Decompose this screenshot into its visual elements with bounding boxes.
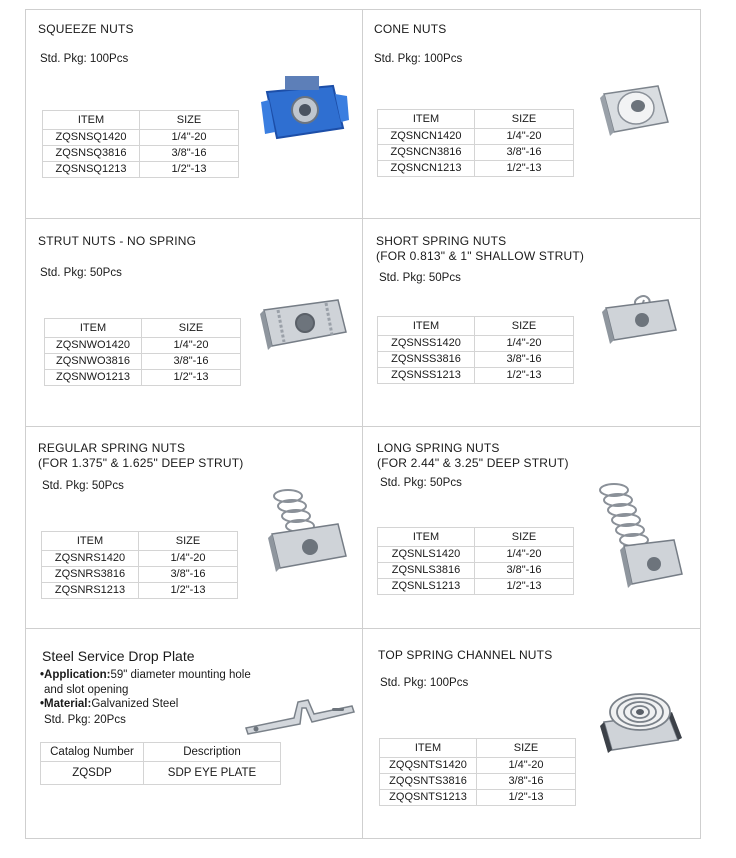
item-size: 1/2"-13 xyxy=(142,370,241,386)
column-divider xyxy=(362,9,363,839)
item-code: ZQSNCN1420 xyxy=(378,129,475,145)
application-line xyxy=(40,668,251,682)
cell-title: TOP SPRING CHANNEL NUTS xyxy=(378,648,553,662)
table-row xyxy=(378,563,574,579)
cell-subtitle: (FOR 2.44" & 3.25" DEEP STRUT) xyxy=(377,456,569,470)
table-row xyxy=(45,370,241,386)
item-size: 1/2"-13 xyxy=(475,161,574,177)
col-size: SIZE xyxy=(475,317,574,336)
item-size: 1/2"-13 xyxy=(140,162,239,178)
item-size: 1/4"-20 xyxy=(142,338,241,354)
table-row xyxy=(42,583,238,599)
cell-title: LONG SPRING NUTS xyxy=(377,441,500,455)
spec-table xyxy=(42,110,239,178)
col-item: ITEM xyxy=(43,111,140,130)
long-spring-nut-icon xyxy=(594,478,686,590)
regular-spring-nut-icon xyxy=(262,484,352,574)
cell-title: SHORT SPRING NUTS xyxy=(376,234,507,248)
item-code: ZQSNRS1420 xyxy=(42,551,139,567)
spec-table xyxy=(377,109,574,177)
drop-plate-table xyxy=(40,742,281,785)
std-pkg: Std. Pkg: 50Pcs xyxy=(379,272,461,284)
item-code: ZQSNCN3816 xyxy=(378,145,475,161)
description: SDP EYE PLATE xyxy=(144,762,281,785)
cell-title: SQUEEZE NUTS xyxy=(38,22,134,36)
item-size: 3/8"-16 xyxy=(139,567,238,583)
table-row xyxy=(378,352,574,368)
col-size: SIZE xyxy=(140,111,239,130)
cell-subtitle: (FOR 1.375" & 1.625" DEEP STRUT) xyxy=(38,456,244,470)
cell-subtitle: (FOR 0.813" & 1" SHALLOW STRUT) xyxy=(376,249,585,263)
item-size: 3/8"-16 xyxy=(477,774,576,790)
spec-table xyxy=(44,318,241,386)
item-size: 1/2"-13 xyxy=(475,579,574,595)
spec-table xyxy=(377,527,574,595)
table-row xyxy=(380,758,576,774)
application-line-2: and slot opening xyxy=(44,684,129,696)
col-size: SIZE xyxy=(477,739,576,758)
item-size: 1/4"-20 xyxy=(139,551,238,567)
item-code: ZQSNSQ3816 xyxy=(43,146,140,162)
material-text: Galvanized Steel xyxy=(91,698,179,710)
item-code: ZQSNWO1213 xyxy=(45,370,142,386)
item-code: ZQQSNTS3816 xyxy=(380,774,477,790)
std-pkg: Std. Pkg: 50Pcs xyxy=(40,267,122,279)
item-code: ZQSNSS3816 xyxy=(378,352,475,368)
short-spring-nut-icon xyxy=(602,284,682,346)
std-pkg: Std. Pkg: 50Pcs xyxy=(42,480,124,492)
item-size: 1/2"-13 xyxy=(475,368,574,384)
row-divider-3 xyxy=(25,628,701,629)
col-size: SIZE xyxy=(139,532,238,551)
table-row xyxy=(43,130,239,146)
item-size: 3/8"-16 xyxy=(142,354,241,370)
table-row xyxy=(378,336,574,352)
spec-table xyxy=(377,316,574,384)
item-code: ZQSNWO3816 xyxy=(45,354,142,370)
item-code: ZQSNRS1213 xyxy=(42,583,139,599)
col-item: ITEM xyxy=(378,317,475,336)
item-code: ZQQSNTS1213 xyxy=(380,790,477,806)
item-size: 1/2"-13 xyxy=(139,583,238,599)
material-label: •Material: xyxy=(40,698,92,710)
cell-title: STRUT NUTS - NO SPRING xyxy=(38,234,197,248)
table-row xyxy=(43,146,239,162)
cone-nut-icon xyxy=(598,78,672,140)
table-row xyxy=(378,547,574,563)
item-size: 1/2"-13 xyxy=(477,790,576,806)
item-size: 3/8"-16 xyxy=(140,146,239,162)
std-pkg: Std. Pkg: 100Pcs xyxy=(40,53,129,65)
item-size: 1/4"-20 xyxy=(475,547,574,563)
cell-title: REGULAR SPRING NUTS xyxy=(38,441,186,455)
item-size: 1/4"-20 xyxy=(475,129,574,145)
std-pkg: Std. Pkg: 100Pcs xyxy=(380,677,469,689)
row-divider-1 xyxy=(25,218,701,219)
cell-title: CONE NUTS xyxy=(374,22,447,36)
col-size: SIZE xyxy=(475,528,574,547)
application-label: •Application: xyxy=(40,669,111,681)
blue-squeeze-nut-icon xyxy=(255,72,351,152)
col-item: ITEM xyxy=(380,739,477,758)
spec-table xyxy=(41,531,238,599)
table-row xyxy=(45,338,241,354)
table-row xyxy=(41,762,281,785)
spec-table xyxy=(379,738,576,806)
item-size: 3/8"-16 xyxy=(475,563,574,579)
table-row xyxy=(378,161,574,177)
item-code: ZQSNLS1420 xyxy=(378,547,475,563)
col-size: SIZE xyxy=(475,110,574,129)
strut-nut-icon xyxy=(260,296,350,352)
col-item: ITEM xyxy=(45,319,142,338)
std-pkg: Std. Pkg: 20Pcs xyxy=(44,714,126,726)
item-size: 1/4"-20 xyxy=(140,130,239,146)
item-code: ZQSNLS1213 xyxy=(378,579,475,595)
table-row xyxy=(380,790,576,806)
table-row xyxy=(43,162,239,178)
item-code: ZQSNSQ1213 xyxy=(43,162,140,178)
table-row xyxy=(378,579,574,595)
col-item: ITEM xyxy=(378,528,475,547)
item-code: ZQSNSS1420 xyxy=(378,336,475,352)
item-code: ZQSNRS3816 xyxy=(42,567,139,583)
item-size: 3/8"-16 xyxy=(475,145,574,161)
item-size: 3/8"-16 xyxy=(475,352,574,368)
table-row xyxy=(45,354,241,370)
std-pkg: Std. Pkg: 50Pcs xyxy=(380,477,462,489)
row-divider-2 xyxy=(25,426,701,427)
item-code: ZQSNSS1213 xyxy=(378,368,475,384)
item-code: ZQSNLS3816 xyxy=(378,563,475,579)
drop-plate-title: Steel Service Drop Plate xyxy=(42,648,195,664)
table-row xyxy=(378,368,574,384)
col-item: ITEM xyxy=(42,532,139,551)
table-row xyxy=(42,551,238,567)
material-line xyxy=(40,697,178,711)
item-code: ZQSNWO1420 xyxy=(45,338,142,354)
table-row xyxy=(42,567,238,583)
application-text: 59" diameter mounting hole xyxy=(110,669,251,681)
item-code: ZQSNCN1213 xyxy=(378,161,475,177)
catalog-number: ZQSDP xyxy=(41,762,144,785)
drop-plate-icon xyxy=(244,696,356,736)
table-row xyxy=(378,129,574,145)
table-row xyxy=(380,774,576,790)
col-item: ITEM xyxy=(378,110,475,129)
col-size: SIZE xyxy=(142,319,241,338)
std-pkg: Std. Pkg: 100Pcs xyxy=(374,53,463,65)
table-row xyxy=(378,145,574,161)
item-size: 1/4"-20 xyxy=(477,758,576,774)
col-description: Description xyxy=(144,743,281,762)
item-code: ZQSNSQ1420 xyxy=(43,130,140,146)
item-code: ZQQSNTS1420 xyxy=(380,758,477,774)
col-catalog-number: Catalog Number xyxy=(41,743,144,762)
item-size: 1/4"-20 xyxy=(475,336,574,352)
top-spring-channel-nut-icon xyxy=(598,682,684,754)
